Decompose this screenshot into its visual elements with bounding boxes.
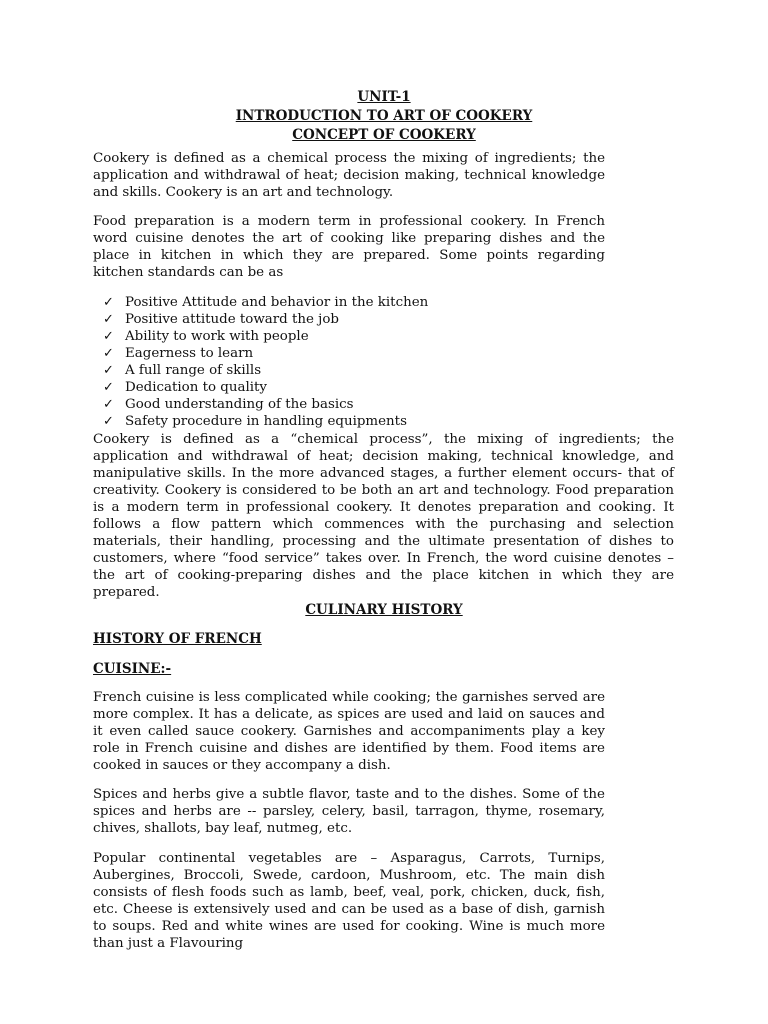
checklist-item-label: Ability to work with people <box>125 329 309 344</box>
checklist-item <box>103 294 428 311</box>
checklist-item-label: Dedication to quality <box>125 380 267 395</box>
checklist-item-label: Positive Attitude and behavior in the kitchen <box>125 295 429 310</box>
culinary-history-heading: CULINARY HISTORY <box>305 602 463 618</box>
paragraph-definition: Cookery is defined as a chemical process the mixing of ingredients; the application and withdrawal of heat; decision making, technical knowledge and skills. Cookery is an art and technology. <box>93 151 605 200</box>
checklist-item-label: A full range of skills <box>125 363 262 378</box>
paragraph-food-preparation: Food preparation is a modern term in professional cookery. In French word cuisine denotes the art of cooking like preparing dishes and the place in kitchen in which they are prepared. Some points regarding kitchen standards can be as <box>93 214 605 280</box>
check-icon: ✓ <box>103 346 114 361</box>
checklist-item-label: Good understanding of the basics <box>125 397 354 412</box>
concept-heading: CONCEPT OF COOKERY <box>292 127 476 143</box>
check-icon: ✓ <box>103 329 114 344</box>
check-icon: ✓ <box>103 397 114 412</box>
unit-heading: UNIT-1 <box>357 89 411 105</box>
checklist-item <box>103 379 428 396</box>
paragraph-spices-herbs: Spices and herbs give a subtle flavor, taste and to the dishes. Some of the spices and herbs are -- parsley, celery, basil, tarragon, thyme, rosemary, chives, shallots, bay leaf, nutmeg, etc. <box>93 787 605 836</box>
checklist-item <box>103 413 428 430</box>
checklist-item <box>103 396 428 413</box>
checklist-item-label: Safety procedure in handling equipments <box>125 414 407 429</box>
checklist-item <box>103 311 428 328</box>
checklist-item-label: Eagerness to learn <box>125 346 254 361</box>
cuisine-heading: CUISINE:- <box>93 661 172 677</box>
intro-heading: INTRODUCTION TO ART OF COOKERY <box>235 108 533 124</box>
kitchen-standards-checklist <box>103 294 428 430</box>
history-of-french-heading: HISTORY OF FRENCH <box>93 631 262 647</box>
checklist-item-label: Positive attitude toward the job <box>125 312 339 327</box>
check-icon: ✓ <box>103 312 114 327</box>
paragraph-french-cuisine: French cuisine is less complicated while cooking; the garnishes served are more complex. It has a delicate, as spices are used and laid on sauces and it even called sauce cookery. Garnishes and accompaniments play a key role in French cuisine and dishes are identified by them. Food items are cooked in sauces or they accompany a dish. <box>93 690 605 773</box>
checklist-item <box>103 345 428 362</box>
checklist-item <box>103 362 428 379</box>
check-icon: ✓ <box>103 380 114 395</box>
paragraph-vegetables: Popular continental vegetables are – Asparagus, Carrots, Turnips, Aubergines, Broccoli, Swede, cardoon, Mushroom, etc. The main dish consists of flesh foods such as lamb, beef, veal, pork, chicken, duck, fish, etc. Cheese is extensively used and can be used as a base of dish, garnish to soups. Red and white wines are used for cooking. Wine is much more than just a Flavouring <box>93 851 605 951</box>
check-icon: ✓ <box>103 295 114 310</box>
checklist-item <box>103 328 428 345</box>
check-icon: ✓ <box>103 363 114 378</box>
paragraph-cookery-process: Cookery is defined as a “chemical process”, the mixing of ingredients; the application and withdrawal of heat; decision making, technical knowledge, and manipulative skills. In the more advanced stages, a further element occurs- that of creativity. Cookery is considered to be both an art and technology. Food preparation is a modern term in professional cookery. It denotes preparation and cooking. It follows a flow pattern which commences with the purchasing and selection materials, their handling, processing and the ultimate presentation of dishes to customers, where “food service” takes over. In French, the word cuisine denotes –the art of cooking-preparing dishes and the place kitchen in which they are prepared. <box>93 432 674 600</box>
check-icon: ✓ <box>103 414 114 429</box>
